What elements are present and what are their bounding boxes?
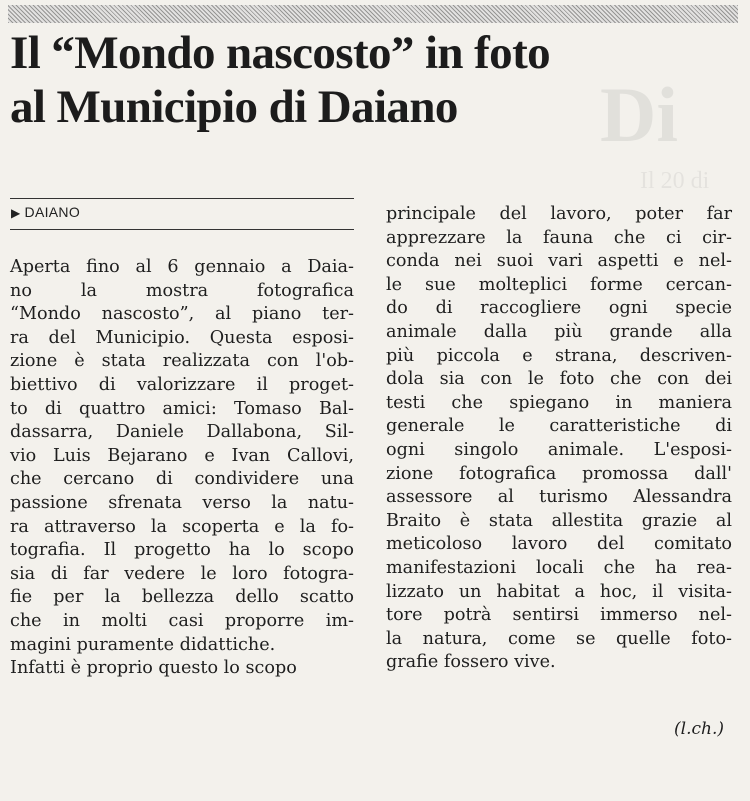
text-line: che cercano di condividere una (10, 469, 354, 490)
text-line: ogni singolo animale. L'esposi- (386, 439, 732, 460)
text-line: vio Luis Bejarano e Ivan Callovi, (10, 445, 354, 466)
text-line: principale del lavoro, poter far (386, 204, 732, 224)
bleed-through-line: Il 20 di (640, 168, 710, 194)
text-line: Aperta fino al 6 gennaio a Daia- (10, 257, 354, 277)
text-line: do di raccogliere ogni specie (386, 298, 732, 319)
article-column-2 (386, 203, 732, 675)
text-line: magini puramente didattiche. (10, 634, 276, 655)
triangle-bullet-icon: ▶ (11, 206, 21, 220)
text-line: zione è stata realizzata con l'ob- (10, 351, 354, 372)
section-rule-top (10, 198, 354, 199)
text-line: assessore al turismo Alessandra (386, 487, 732, 508)
text-line: Braito è stata allestita grazie al (386, 510, 732, 531)
text-line: biettivo di valorizzare il proget- (10, 374, 354, 395)
text-line: grafie fossero vive. (386, 652, 556, 673)
text-line: to di quattro amici: Tomaso Bal- (10, 398, 354, 419)
text-line: dola sia con le foto che con dei (386, 369, 732, 390)
text-line: testi che spiegano in maniera (386, 392, 732, 413)
text-line: le sue molteplici forme cercan- (386, 274, 732, 295)
text-line: no la mostra fotografica (10, 280, 354, 301)
headline-line-1: Il “Mondo nascosto” in foto (10, 27, 551, 79)
text-line: ra del Municipio. Questa esposi- (10, 327, 354, 348)
text-line: lizzato un habitat a hoc, il visita- (386, 581, 732, 602)
text-line: più piccola e strana, descriven- (386, 345, 732, 366)
text-line: generale le caratteristiche di (386, 416, 732, 437)
article-column-1 (10, 256, 354, 681)
text-line: Infatti è proprio questo lo scopo (10, 658, 297, 679)
text-line: dassarra, Daniele Dallabona, Sil- (10, 422, 354, 443)
text-line: animale dalla più grande alla (386, 321, 732, 342)
top-border-pattern (8, 5, 738, 23)
text-line: tografia. Il progetto ha lo scopo (10, 540, 354, 561)
text-line: passione sfrenata verso la natu- (10, 492, 354, 513)
headline-line-2: al Municipio di Daiano (10, 81, 458, 133)
text-line: sia di far vedere le loro fotogra- (10, 563, 354, 584)
section-label (11, 204, 80, 220)
section-name: DAIANO (24, 204, 81, 220)
text-line: conda nei suoi vari aspetti e nel- (386, 251, 732, 272)
text-line: “Mondo nascosto”, al piano ter- (10, 304, 354, 325)
text-line: manifestazioni locali che ha rea- (386, 557, 732, 578)
text-line: ra attraverso la scoperta e la fo- (10, 516, 354, 537)
section-rule-bottom (10, 229, 354, 230)
text-line: che in molti casi proporre im- (10, 610, 354, 631)
text-line: zione fotografica promossa dall' (386, 463, 732, 484)
text-line: apprezzare la fauna che ci cir- (386, 227, 732, 248)
text-line: fie per la bellezza dello scatto (10, 587, 354, 608)
headline (10, 26, 730, 134)
author-signature: (l.ch.) (674, 719, 724, 739)
text-line: tore potrà sentirsi immerso nel- (386, 605, 732, 626)
text-line: meticoloso lavoro del comitato (386, 534, 732, 555)
text-line: la natura, come se quelle foto- (386, 628, 732, 649)
bleed-through-text: Di (600, 71, 678, 158)
